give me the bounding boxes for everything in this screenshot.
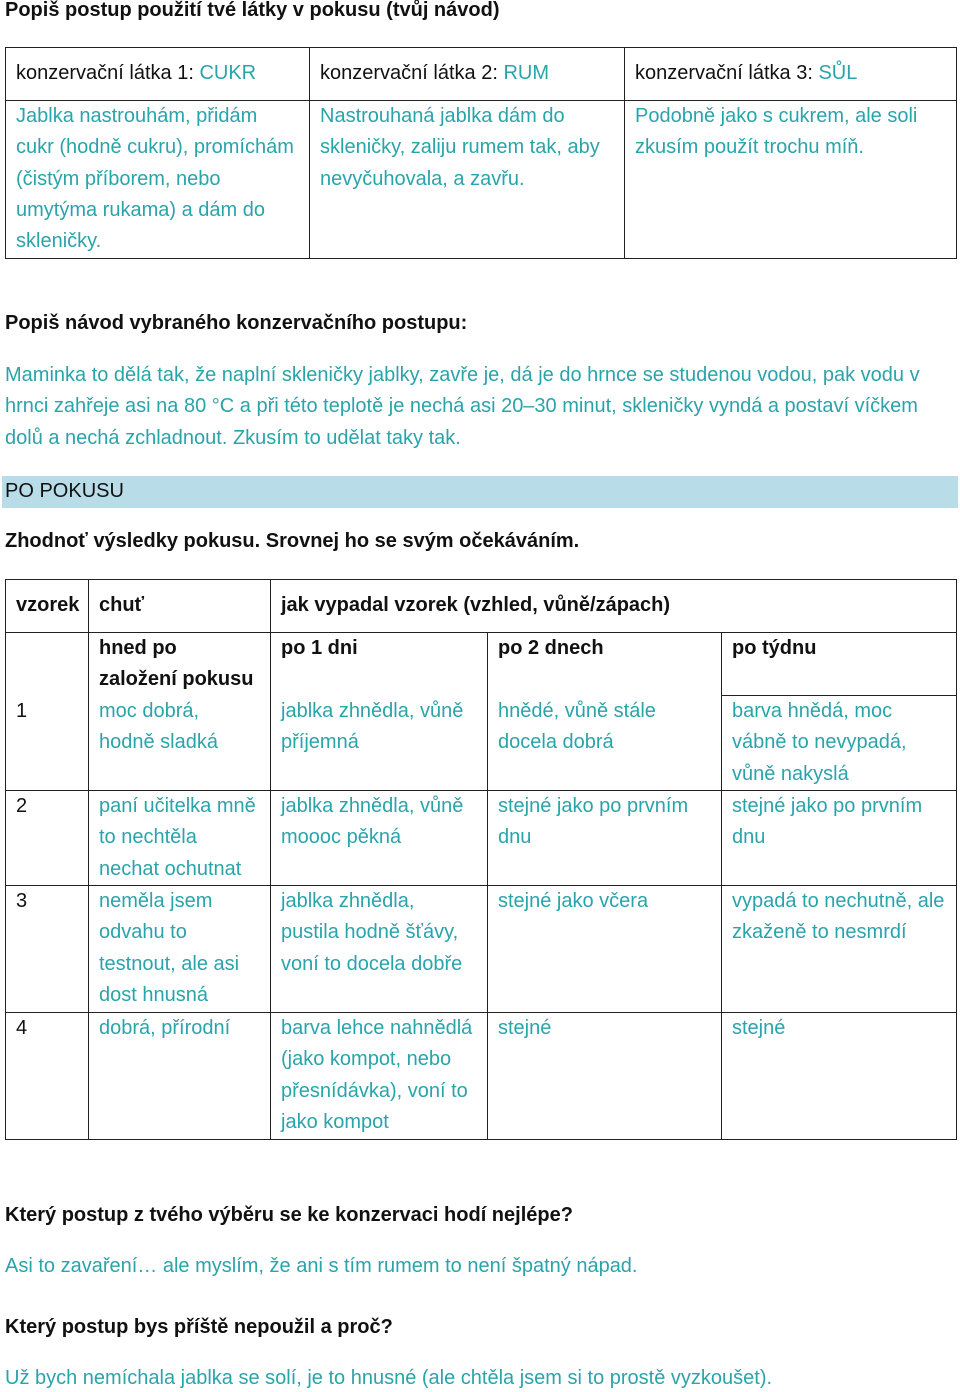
day1-cell: jablka zhnědla, pustila hodně šťávy, voní to docela dobře xyxy=(271,886,488,1013)
substance-1-name: CUKR xyxy=(199,62,257,85)
table-row xyxy=(6,696,957,791)
sample-id: 1 xyxy=(6,696,89,791)
substance-1-description: Jablka nastrouhám, přidám cukr (hodně cukru), promíchám (čistým příborem, nebo umytýma rukama) a dám do skleničky. xyxy=(6,101,310,259)
sample-header: vzorek xyxy=(6,580,89,633)
answer-2: Už bych nemíchala jablka se solí, je to hnusné (ale chtěla jsem si to prostě vyzkoušet). xyxy=(5,1367,773,1389)
substance-2-header: konzervační látka 2: RUM xyxy=(310,48,625,101)
day1-cell: jablka zhnědla, vůně příjemná xyxy=(271,696,488,791)
substances-table xyxy=(5,47,957,259)
substance-2-name: RUM xyxy=(503,62,549,85)
day2-cell: stejné xyxy=(488,1013,722,1140)
appearance-header: jak vypadal vzorek (vzhled, vůně/zápach) xyxy=(271,580,957,633)
week-cell: stejné jako po prvním dnu xyxy=(722,791,957,886)
week-header: po týdnu xyxy=(722,633,957,696)
taste-cell: dobrá, přírodní xyxy=(89,1013,271,1140)
table-row xyxy=(6,1013,957,1140)
day1-cell: barva lehce nahnědlá (jako kompot, nebo přesnídávka), voní to jako kompot xyxy=(271,1013,488,1140)
taste-cell: moc dobrá, hodně sladká xyxy=(89,696,271,791)
substance-3-header: konzervační látka 3: SŮL xyxy=(625,48,957,101)
section2-title: Popiš návod vybraného konzervačního postupu: xyxy=(5,312,468,334)
week-cell: stejné xyxy=(722,1013,957,1140)
week-cell: vypadá to nechutně, ale zkaženě to nesmrdí xyxy=(722,886,957,1013)
week-cell: barva hnědá, moc vábně to nevypadá, vůně nakyslá xyxy=(722,696,957,791)
substance-3-description: Podobně jako s cukrem, ale soli zkusím použít trochu míň. xyxy=(625,101,957,259)
day2-cell: stejné jako po prvním dnu xyxy=(488,791,722,886)
section3-title: Zhodnoť výsledky pokusu. Srovnej ho se svým očekáváním. xyxy=(5,530,580,552)
taste-cell: paní učitelka mně to nechtěla nechat ochutnat xyxy=(89,791,271,886)
results-table xyxy=(5,579,957,1140)
substances-header-row xyxy=(6,48,957,101)
taste-cell: neměla jsem odvahu to testnout, ale asi dost hnusná xyxy=(89,886,271,1013)
section1-title: Popiš postup použití tvé látky v pokusu (tvůj návod) xyxy=(5,0,500,21)
day1-cell: jablka zhnědla, vůně moooc pěkná xyxy=(271,791,488,886)
results-subheader-row xyxy=(6,633,957,696)
section2-answer: Maminka to dělá tak, že naplní skleničky jablky, zavře je, dá je do hrnce se studenou vodou, pak vodu v hrnci zahřeje asi na 80 °C a při této teplotě je nechá asi 20–30 minut, skleničky vyndá a postaví víčkem dolů a nechá zchladnout. Zkusím to udělat taky tak. xyxy=(5,364,920,449)
day2-header: po 2 dnech xyxy=(488,633,722,696)
table-row xyxy=(6,886,957,1013)
sample-subheader xyxy=(6,633,89,696)
results-header-row xyxy=(6,580,957,633)
answer-1: Asi to zavaření… ale myslím, že ani s tím rumem to není špatný nápad. xyxy=(5,1255,638,1277)
taste-header: chuť xyxy=(89,580,271,633)
day2-cell: stejné jako včera xyxy=(488,886,722,1013)
after-experiment-banner: PO POKUSU xyxy=(2,476,958,508)
taste-subheader: hned po založení pokusu xyxy=(89,633,271,696)
question-1: Který postup z tvého výběru se ke konzervaci hodí nejlépe? xyxy=(5,1204,573,1226)
sample-id: 3 xyxy=(6,886,89,1013)
sample-id: 2 xyxy=(6,791,89,886)
substance-3-name: SŮL xyxy=(818,62,858,85)
substance-2-description: Nastrouhaná jablka dám do skleničky, zaliju rumem tak, aby nevyčuhovala, a zavřu. xyxy=(310,101,625,259)
substance-1-header: konzervační látka 1: CUKR xyxy=(6,48,310,101)
table-row xyxy=(6,791,957,886)
day1-header: po 1 dni xyxy=(271,633,488,696)
substances-description-row xyxy=(6,101,957,259)
day2-cell: hnědé, vůně stále docela dobrá xyxy=(488,696,722,791)
sample-id: 4 xyxy=(6,1013,89,1140)
question-2: Který postup bys příště nepoužil a proč? xyxy=(5,1316,393,1338)
